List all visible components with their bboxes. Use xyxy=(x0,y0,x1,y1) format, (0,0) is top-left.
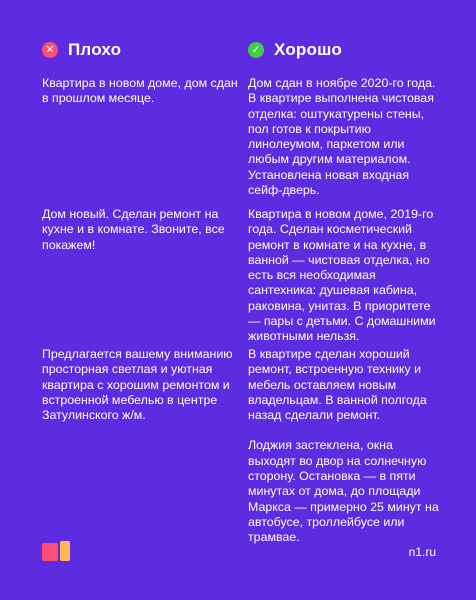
good-example-2-text: Квартира в новом доме, 2019-го года. Сделан косметический ремонт в комнате и на кухне, в ванной — чистовая отделка, но есть вся необходимая сантехника: душевая кабина, раковина, унитаз. В приоритете — пары с детьми. С домашними животными нельзя. xyxy=(248,207,436,344)
good-example-2 xyxy=(248,207,444,345)
logo-1-shape xyxy=(60,541,70,561)
logo-n-shape xyxy=(42,543,58,561)
good-column-header xyxy=(248,40,342,60)
good-example-3-paragraph-1: В квартире сделан хороший ремонт, встроенную технику и мебель оставляем новым владельцам. В ванной полгода назад сделали ремонт. xyxy=(248,347,427,423)
bad-example-3 xyxy=(42,347,238,423)
bad-column-header xyxy=(42,40,121,60)
bad-example-2 xyxy=(42,207,238,253)
good-example-1 xyxy=(248,76,444,198)
good-column-title: Хорошо xyxy=(274,40,343,59)
cross-icon: ✕ xyxy=(42,42,58,58)
bad-column-title: Плохо xyxy=(68,40,122,59)
good-example-3 xyxy=(248,347,444,546)
bad-example-2-text: Дом новый. Сделан ремонт на кухне и в комнате. Звоните, все покажем! xyxy=(42,207,225,252)
good-example-1-text: Дом сдан в ноябре 2020-го года. В квартире выполнена чистовая отделка: оштукатурены стены, пол готов к покрытию линолеумом, паркетом или любым другим материалом. Установлена новая входная сейф-дверь. xyxy=(248,76,436,198)
check-icon: ✓ xyxy=(248,42,264,58)
bad-example-3-text: Предлагается вашему вниманию просторная светлая и уютная квартира с хорошим ремонтом и встроенной мебелью в центре Затулинского ж/м. xyxy=(42,347,233,423)
n1-logo xyxy=(42,539,72,561)
site-url: n1.ru xyxy=(408,545,436,559)
bad-example-1 xyxy=(42,76,238,107)
good-example-3-paragraph-2: Лоджия застеклена, окна выходят во двор на солнечную сторону. Остановка — в пяти минутах от дома, до площади Маркса — примерно 25 минут на автобусе, троллейбусе или трамвае. xyxy=(248,438,439,545)
bad-example-1-text: Квартира в новом доме, дом сдан в прошлом месяце. xyxy=(42,76,238,106)
